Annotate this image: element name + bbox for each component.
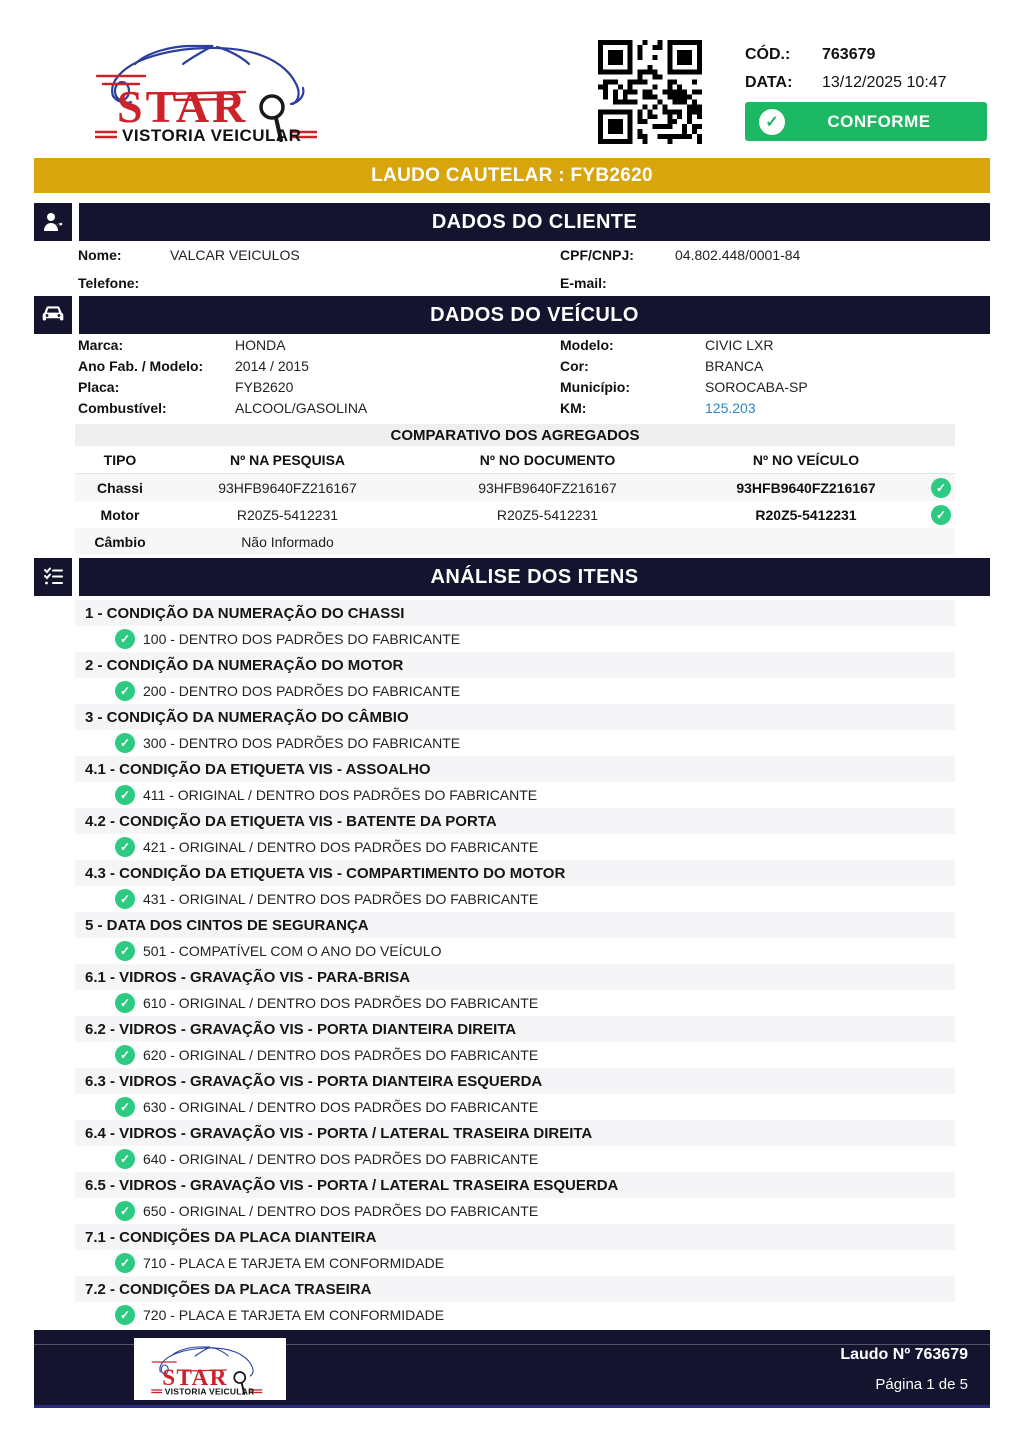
item-result-row <box>75 626 955 652</box>
item-result-row <box>75 834 955 860</box>
analysis-item <box>75 1016 955 1068</box>
section-cliente-header <box>34 203 990 241</box>
col-header-veiculo: Nº NO VEÍCULO <box>752 451 860 468</box>
analysis-item <box>75 600 955 652</box>
item-result: 720 - PLACA E TARJETA EM CONFORMIDADE <box>143 1307 445 1323</box>
cell-tipo: Motor <box>100 506 140 523</box>
conforme-label: CONFORME <box>827 111 931 131</box>
comparativo-title: COMPARATIVO DOS AGREGADOS <box>75 424 955 446</box>
cor-label: Cor: <box>560 358 589 374</box>
item-result-row <box>75 1302 955 1328</box>
item-result: 650 - ORIGINAL / DENTRO DOS PADRÕES DO FABRICANTE <box>143 1203 539 1219</box>
section-bar <box>79 203 990 241</box>
analysis-item <box>75 1172 955 1224</box>
item-result-row <box>75 1146 955 1172</box>
logo-tagline: VISTORIA VEICULAR <box>122 126 302 145</box>
footer <box>34 1330 990 1408</box>
combustivel-label: Combustível: <box>78 400 167 416</box>
analysis-item <box>75 1068 955 1120</box>
combustivel-value: ALCOOL/GASOLINA <box>235 400 368 416</box>
item-result: 610 - ORIGINAL / DENTRO DOS PADRÕES DO FABRICANTE <box>143 995 539 1011</box>
item-result-row <box>75 1250 955 1276</box>
item-title: 4.1 - CONDIÇÃO DA ETIQUETA VIS - ASSOALHO <box>85 760 431 778</box>
section-bar <box>79 558 990 596</box>
item-title: 4.3 - CONDIÇÃO DA ETIQUETA VIS - COMPARTIMENTO DO MOTOR <box>85 864 566 882</box>
item-result-row <box>75 938 955 964</box>
check-circle-icon <box>115 1045 135 1065</box>
item-title-row <box>75 808 955 834</box>
item-title: 3 - CONDIÇÃO DA NUMERAÇÃO DO CÂMBIO <box>85 708 409 726</box>
cell-tipo: Chassi <box>97 479 143 496</box>
item-title-row <box>75 600 955 626</box>
telefone-label: Telefone: <box>78 275 140 291</box>
item-title: 6.2 - VIDROS - GRAVAÇÃO VIS - PORTA DIANTEIRA DIREITA <box>85 1020 517 1038</box>
check-circle-icon <box>115 629 135 649</box>
item-title-row <box>75 964 955 990</box>
check-circle-icon <box>115 681 135 701</box>
section-title-cliente: DADOS DO CLIENTE <box>431 210 638 233</box>
checklist-icon <box>34 558 72 596</box>
car-icon <box>34 296 72 334</box>
analysis-items-list <box>75 600 955 1328</box>
section-title-veiculo: DADOS DO VEÍCULO <box>430 303 639 326</box>
conforme-status-button[interactable] <box>745 102 987 141</box>
item-title-row <box>75 1172 955 1198</box>
item-result-row <box>75 782 955 808</box>
item-result: 300 - DENTRO DOS PADRÕES DO FABRICANTE <box>143 735 461 751</box>
item-title: 5 - DATA DOS CINTOS DE SEGURANÇA <box>85 916 369 934</box>
item-result: 501 - COMPATÍVEL COM O ANO DO VEÍCULO <box>143 943 442 959</box>
nome-value: VALCAR VEICULOS <box>170 247 300 263</box>
cell-tipo: Câmbio <box>94 533 146 550</box>
col-header-documento: Nº NO DOCUMENTO <box>479 451 616 468</box>
item-title-row <box>75 1276 955 1302</box>
comparativo-header-row <box>75 446 955 474</box>
check-circle-icon <box>115 733 135 753</box>
item-title-row <box>75 704 955 730</box>
email-label: E-mail: <box>560 275 607 291</box>
ano-value: 2014 / 2015 <box>235 358 309 374</box>
item-result: 431 - ORIGINAL / DENTRO DOS PADRÕES DO FABRICANTE <box>143 891 539 907</box>
comparativo-table <box>75 424 955 555</box>
marca-label: Marca: <box>78 337 124 353</box>
item-title-row <box>75 652 955 678</box>
section-veiculo-header <box>34 296 990 334</box>
item-title-row <box>75 1016 955 1042</box>
ano-label: Ano Fab. / Modelo: <box>78 358 204 374</box>
item-result: 100 - DENTRO DOS PADRÕES DO FABRICANTE <box>143 631 461 647</box>
check-circle-icon <box>115 1149 135 1169</box>
check-circle-icon <box>115 993 135 1013</box>
client-icon <box>34 203 72 241</box>
col-header-tipo: TIPO <box>103 451 137 468</box>
item-title-row <box>75 756 955 782</box>
item-title: 1 - CONDIÇÃO DA NUMERAÇÃO DO CHASSI <box>85 604 405 622</box>
star-logo <box>95 34 330 146</box>
analysis-item <box>75 1120 955 1172</box>
item-result-row <box>75 678 955 704</box>
check-circle-icon <box>115 941 135 961</box>
item-result-row <box>75 1094 955 1120</box>
cell-veiculo: R20Z5-5412231 <box>755 506 857 523</box>
cod-label: CÓD.: <box>745 46 791 63</box>
analysis-item <box>75 756 955 808</box>
municipio-label: Município: <box>560 379 630 395</box>
item-title-row <box>75 1068 955 1094</box>
item-title: 6.4 - VIDROS - GRAVAÇÃO VIS - PORTA / LATERAL TRASEIRA DIREITA <box>85 1124 593 1142</box>
analysis-item <box>75 912 955 964</box>
placa-label: Placa: <box>78 379 120 395</box>
placa-value: FYB2620 <box>235 379 294 395</box>
cell-veiculo: 93HFB9640FZ216167 <box>736 479 876 496</box>
star-logo-small <box>145 1341 275 1397</box>
item-title-row <box>75 912 955 938</box>
comparativo-row <box>75 474 955 501</box>
analysis-item <box>75 652 955 704</box>
section-title-analise: ANÁLISE DOS ITENS <box>430 565 639 588</box>
check-circle-icon <box>115 837 135 857</box>
cor-value: BRANCA <box>705 358 764 374</box>
check-circle-icon <box>115 1305 135 1325</box>
check-circle-icon <box>115 1097 135 1117</box>
check-circle-icon <box>931 505 951 525</box>
item-result: 710 - PLACA E TARJETA EM CONFORMIDADE <box>143 1255 445 1271</box>
item-title: 6.3 - VIDROS - GRAVAÇÃO VIS - PORTA DIANTEIRA ESQUERDA <box>85 1072 543 1090</box>
item-title: 2 - CONDIÇÃO DA NUMERAÇÃO DO MOTOR <box>85 656 404 674</box>
item-result: 200 - DENTRO DOS PADRÕES DO FABRICANTE <box>143 683 461 699</box>
item-title-row <box>75 1120 955 1146</box>
section-bar <box>79 296 990 334</box>
item-result-row <box>75 1198 955 1224</box>
footer-logo <box>134 1338 286 1400</box>
analysis-item <box>75 808 955 860</box>
cell-pesquisa: Não Informado <box>241 533 334 550</box>
section-analise-header <box>34 558 990 596</box>
laudo-title-bar <box>34 158 990 193</box>
cell-documento: R20Z5-5412231 <box>496 506 599 523</box>
item-result-row <box>75 886 955 912</box>
footer-page-number: Página 1 de 5 <box>875 1376 968 1393</box>
check-circle-icon <box>115 889 135 909</box>
col-header-pesquisa: Nº NA PESQUISA <box>229 451 346 468</box>
check-circle-icon <box>115 785 135 805</box>
item-title: 6.5 - VIDROS - GRAVAÇÃO VIS - PORTA / LATERAL TRASEIRA ESQUERDA <box>85 1176 619 1194</box>
logo-tagline: VISTORIA VEICULAR <box>164 1386 255 1397</box>
modelo-value: CIVIC LXR <box>705 337 774 353</box>
item-result: 640 - ORIGINAL / DENTRO DOS PADRÕES DO FABRICANTE <box>143 1151 539 1167</box>
logo-name: STAR <box>162 1365 228 1390</box>
date-label: DATA: <box>745 74 793 91</box>
item-result: 421 - ORIGINAL / DENTRO DOS PADRÕES DO FABRICANTE <box>143 839 539 855</box>
check-circle-icon <box>115 1201 135 1221</box>
item-title: 7.2 - CONDIÇÕES DA PLACA TRASEIRA <box>85 1280 372 1298</box>
cell-pesquisa: R20Z5-5412231 <box>236 506 339 523</box>
check-icon <box>759 109 785 135</box>
check-circle-icon <box>115 1253 135 1273</box>
item-result: 630 - ORIGINAL / DENTRO DOS PADRÕES DO FABRICANTE <box>143 1099 539 1115</box>
km-label: KM: <box>560 400 587 416</box>
item-result-row <box>75 1042 955 1068</box>
item-title-row <box>75 1224 955 1250</box>
check-circle-icon <box>931 478 951 498</box>
qr-code <box>597 40 703 144</box>
cell-documento: 93HFB9640FZ216167 <box>478 479 617 496</box>
nome-label: Nome: <box>78 247 122 263</box>
comparativo-row <box>75 528 955 555</box>
marca-value: HONDA <box>235 337 286 353</box>
analysis-item <box>75 1224 955 1276</box>
cell-pesquisa: 93HFB9640FZ216167 <box>218 479 357 496</box>
cpf-label: CPF/CNPJ: <box>560 247 634 263</box>
item-title: 4.2 - CONDIÇÃO DA ETIQUETA VIS - BATENTE DA PORTA <box>85 812 497 830</box>
footer-laudo-number: Laudo Nº 763679 <box>840 1346 968 1363</box>
analysis-item <box>75 704 955 756</box>
item-title-row <box>75 860 955 886</box>
laudo-title: LAUDO CAUTELAR : FYB2620 <box>371 164 653 186</box>
comparativo-row <box>75 501 955 528</box>
municipio-value: SOROCABA-SP <box>705 379 808 395</box>
item-result: 620 - ORIGINAL / DENTRO DOS PADRÕES DO FABRICANTE <box>143 1047 539 1063</box>
date-value: 13/12/2025 10:47 <box>822 74 947 91</box>
item-title: 6.1 - VIDROS - GRAVAÇÃO VIS - PARA-BRISA <box>85 968 411 986</box>
item-result-row <box>75 730 955 756</box>
cod-value: 763679 <box>822 46 876 63</box>
km-value: 125.203 <box>705 400 756 416</box>
analysis-item <box>75 860 955 912</box>
item-result: 411 - ORIGINAL / DENTRO DOS PADRÕES DO FABRICANTE <box>143 787 538 803</box>
analysis-item <box>75 964 955 1016</box>
cpf-value: 04.802.448/0001-84 <box>675 247 801 263</box>
item-title: 7.1 - CONDIÇÕES DA PLACA DIANTEIRA <box>85 1228 377 1246</box>
analysis-item <box>75 1276 955 1328</box>
logo-name: STAR <box>117 81 249 132</box>
item-result-row <box>75 990 955 1016</box>
modelo-label: Modelo: <box>560 337 614 353</box>
